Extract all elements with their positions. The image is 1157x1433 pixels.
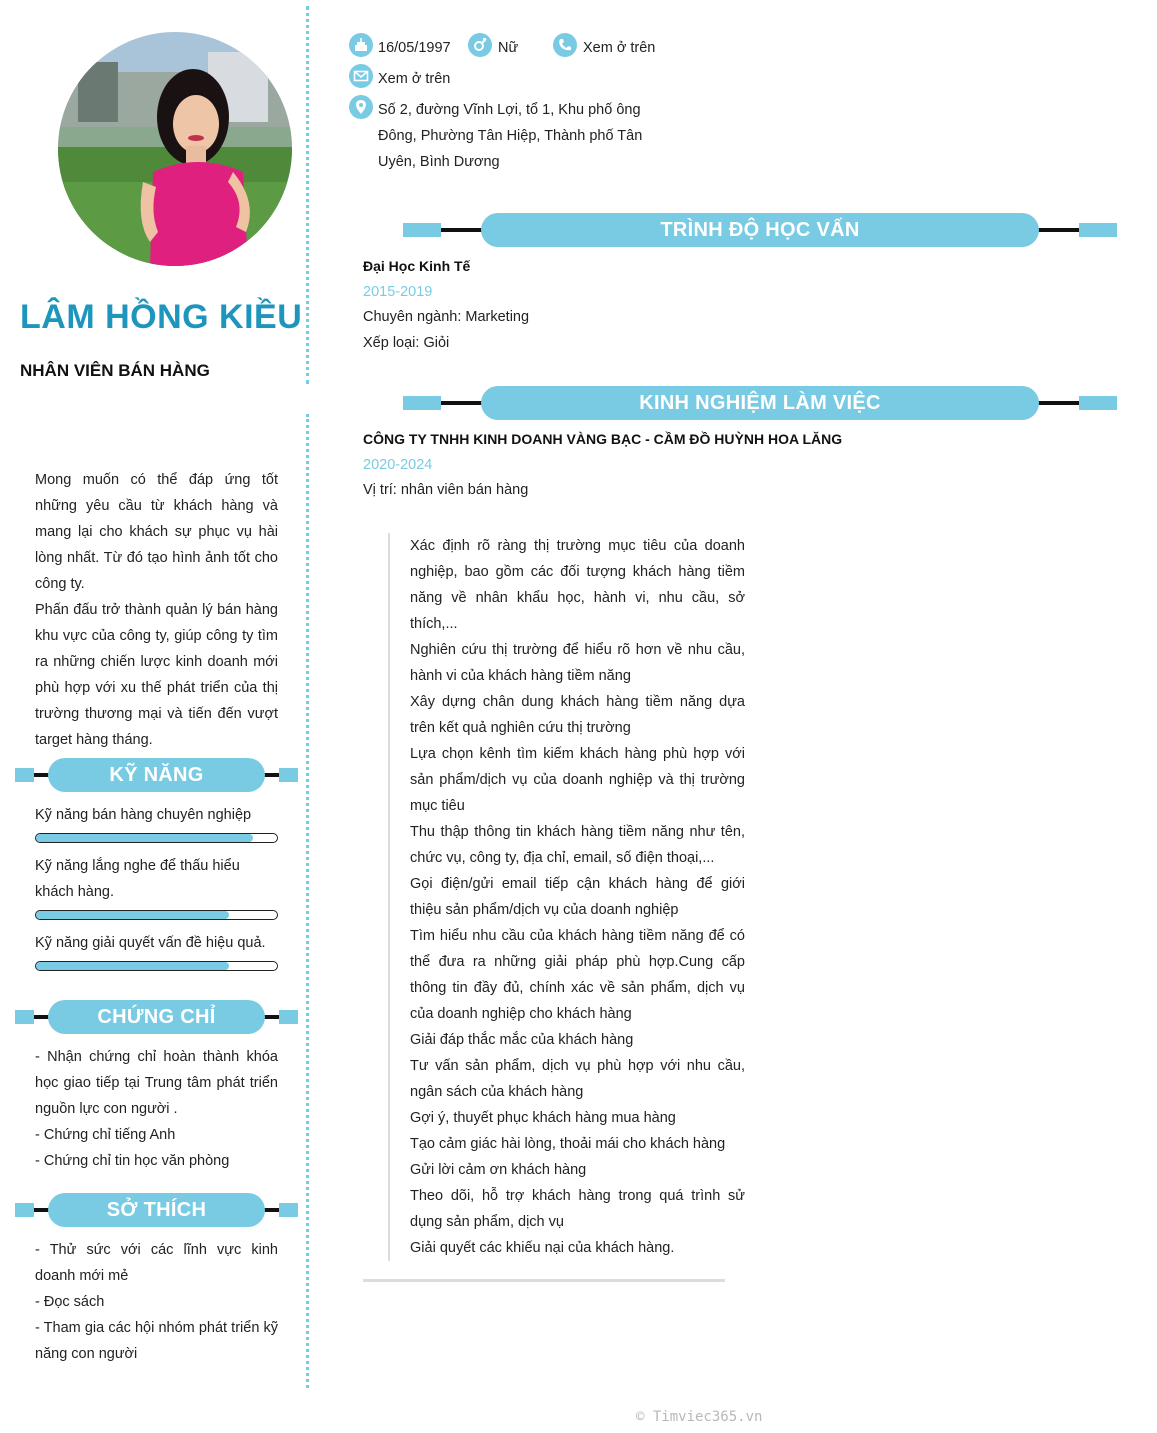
skill-bar-fill [36, 834, 253, 842]
hobby-item: - Tham gia các hội nhóm phát triển kỹ năng con người [35, 1320, 278, 1362]
task-item: Tìm hiểu nhu cầu của khách hàng tiềm năng để có thể đưa ra những giải pháp phù hợp.Cung cấp thông tin đầy đủ, chính xác về sản phẩm, dịch vụ của doanh nghiệp cho khách hàng [410, 928, 745, 1022]
certificates-list [35, 1044, 278, 1174]
certificates-header [15, 1000, 298, 1034]
phone-text: Xem ở trên [583, 40, 656, 56]
gender-icon [468, 33, 492, 57]
task-item: Xác định rõ ràng thị trường mục tiêu của doanh nghiệp, bao gồm các đối tượng khách hàng tiềm năng về nhân khẩu học, hành vi, nhu cầu, sở thích,... [410, 538, 745, 632]
certificate-item: - Chứng chỉ tin học văn phòng [35, 1153, 230, 1169]
hobby-item: - Đọc sách [35, 1294, 105, 1310]
school-name: Đại Học Kinh Tế [363, 258, 471, 274]
hobbies-list [35, 1237, 278, 1367]
birthday-text: 16/05/1997 [378, 40, 451, 56]
email-icon [349, 64, 373, 88]
skill-label: Kỹ năng bán hàng chuyên nghiệp [35, 807, 252, 823]
skill-bar-fill [36, 962, 229, 970]
skill-bar [35, 961, 278, 971]
task-item: Nghiên cứu thị trường để hiểu rõ hơn về nhu cầu, hành vi của khách hàng tiềm năng [410, 642, 745, 684]
education-years: 2015-2019 [363, 284, 433, 300]
experience-title: KINH NGHIỆM LÀM VIỆC [481, 386, 1039, 420]
hobbies-title: SỞ THÍCH [48, 1193, 265, 1227]
task-item: Gửi lời cảm ơn khách hàng [410, 1162, 587, 1178]
skill-bar [35, 833, 278, 843]
task-item: Gọi điện/gửi email tiếp cận khách hàng để giới thiệu sản phẩm/dịch vụ của doanh nghiệp [410, 876, 745, 918]
gender-text: Nữ [498, 40, 519, 56]
task-item: Gợi ý, thuyết phục khách hàng mua hàng [410, 1110, 676, 1126]
skill-bar-fill [36, 911, 229, 919]
birthday-cake-icon [349, 33, 373, 57]
experience-position: Vị trí: nhân viên bán hàng [363, 482, 529, 498]
objective-paragraph: Phấn đấu trở thành quản lý bán hàng khu vực của công ty, giúp công ty tìm ra những chiến lược kinh doanh mới phù hợp với xu thế phát triển của thị trường thương mại và tiến đến vượt target hàng tháng. [35, 602, 278, 748]
task-item: Lựa chọn kênh tìm kiếm khách hàng phù hợp với sản phẩm/dịch vụ của doanh nghiệp và thị trường mục tiêu [410, 746, 745, 814]
avatar [58, 32, 292, 266]
hobbies-header [15, 1193, 298, 1227]
education-title: TRÌNH ĐỘ HỌC VẤN [481, 213, 1039, 247]
task-item: Giải đáp thắc mắc của khách hàng [410, 1032, 634, 1048]
experience-header [403, 386, 1117, 420]
section-divider [363, 1279, 725, 1282]
task-item: Tư vấn sản phẩm, dịch vụ phù hợp với nhu cầu, ngân sách của khách hàng [410, 1058, 745, 1100]
job-title: NHÂN VIÊN BÁN HÀNG [20, 361, 210, 380]
task-item: Tạo cảm giác hài lòng, thoải mái cho khách hàng [410, 1136, 726, 1152]
address-text: Số 2, đường Vĩnh Lợi, tổ 1, Khu phố ông Đông, Phường Tân Hiệp, Thành phố Tân Uyên, Bình Dương [378, 102, 643, 170]
skill-bar [35, 910, 278, 920]
column-divider-top [306, 6, 309, 384]
skill-label: Kỹ năng lắng nghe để thấu hiểu khách hàng. [35, 858, 240, 900]
location-icon [349, 95, 373, 119]
task-item: Theo dõi, hỗ trợ khách hàng trong quá trình sử dụng sản phẩm, dịch vụ [410, 1188, 745, 1230]
task-item: Xây dựng chân dung khách hàng tiềm năng dựa trên kết quả nghiên cứu thị trường [410, 694, 745, 736]
skill-label: Kỹ năng giải quyết vấn đề hiệu quả. [35, 935, 266, 951]
education-major: Chuyên ngành: Marketing [363, 309, 530, 325]
skills-header [15, 758, 298, 792]
phone-icon [553, 33, 577, 57]
certificate-item: - Chứng chỉ tiếng Anh [35, 1127, 176, 1143]
task-item: Giải quyết các khiếu nại của khách hàng. [410, 1240, 675, 1256]
email-text: Xem ở trên [378, 71, 451, 87]
task-item: Thu thập thông tin khách hàng tiềm năng như tên, chức vụ, công ty, địa chỉ, email, số điện thoại,... [410, 824, 745, 866]
task-list [388, 533, 745, 1261]
candidate-name: LÂM HỒNG KIỀU [20, 298, 303, 336]
education-header [403, 213, 1117, 247]
hobby-item: - Thử sức với các lĩnh vực kinh doanh mới mẻ [35, 1242, 278, 1284]
career-objective [35, 467, 278, 753]
certificates-title: CHỨNG CHỈ [48, 1000, 265, 1034]
column-divider-bottom [306, 414, 309, 1388]
education-grade: Xếp loại: Giỏi [363, 335, 450, 351]
objective-paragraph: Mong muốn có thể đáp ứng tốt những yêu cầu từ khách hàng và mang lại cho khách sự phục vụ hài lòng nhất. Từ đó tạo hình ảnh tốt cho công ty. [35, 472, 278, 592]
skills-title: KỸ NĂNG [48, 758, 265, 792]
experience-years: 2020-2024 [363, 457, 433, 473]
company-name: CÔNG TY TNHH KINH DOANH VÀNG BẠC - CẦM ĐỒ HUỲNH HOA LĂNG [363, 431, 843, 447]
footer-watermark: © Timviec365.vn [636, 1409, 763, 1425]
certificate-item: - Nhận chứng chỉ hoàn thành khóa học giao tiếp tại Trung tâm phát triển nguồn lực con người . [35, 1049, 278, 1117]
